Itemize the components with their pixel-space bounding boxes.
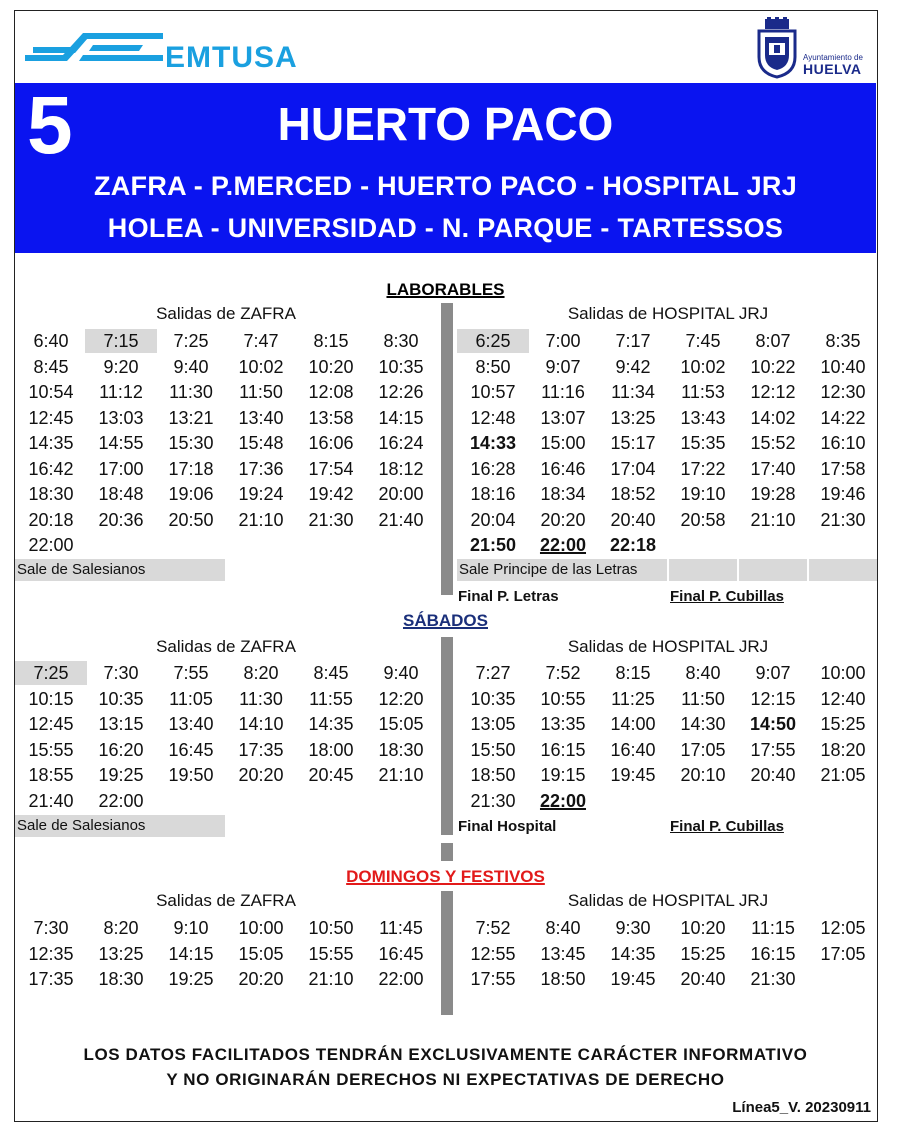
column-divider bbox=[441, 637, 453, 835]
departure-time: 21:10 bbox=[308, 969, 354, 989]
departure-time: 7:27 bbox=[475, 663, 511, 683]
departure-time: 17:40 bbox=[750, 458, 796, 479]
departure-time: 20:58 bbox=[680, 509, 726, 530]
weekday-left-note: Sale de Salesianos bbox=[15, 559, 225, 581]
note-filler bbox=[739, 559, 807, 581]
departure-time: 15:25 bbox=[680, 943, 726, 964]
departure-time: 22:00 bbox=[98, 790, 144, 811]
departure-time: 13:21 bbox=[168, 407, 214, 428]
saturday-final-left: Final Hospital bbox=[458, 818, 557, 835]
departure-time: 16:45 bbox=[378, 943, 424, 964]
departure-time: 11:30 bbox=[169, 382, 213, 402]
departure-time: 13:45 bbox=[540, 943, 586, 964]
departure-time: 15:25 bbox=[820, 714, 866, 734]
departure-time: 11:25 bbox=[611, 688, 655, 709]
departure-time: 17:54 bbox=[308, 458, 354, 479]
departure-time: 19:45 bbox=[610, 765, 656, 785]
departure-time: 14:55 bbox=[98, 433, 144, 453]
departure-time: 15:55 bbox=[308, 943, 354, 964]
departure-time: 12:12 bbox=[750, 382, 796, 402]
departure-time: 8:20 bbox=[243, 663, 279, 683]
departure-time: 16:45 bbox=[168, 739, 214, 760]
departure-time: 17:58 bbox=[820, 458, 866, 479]
departure-time: 9:07 bbox=[755, 663, 791, 683]
departure-time: 14:35 bbox=[610, 943, 656, 964]
column-title-left: Salidas de ZAFRA bbox=[156, 891, 296, 910]
departure-time: 19:10 bbox=[680, 484, 726, 504]
departure-time: 8:50 bbox=[475, 356, 511, 377]
note-filler bbox=[669, 559, 737, 581]
departure-time: 16:06 bbox=[308, 433, 354, 453]
departure-time: 10:20 bbox=[680, 918, 726, 938]
departure-time: 13:03 bbox=[98, 407, 144, 428]
departure-time: 16:28 bbox=[470, 458, 516, 479]
emtusa-logo bbox=[23, 25, 363, 73]
departure-time: 9:42 bbox=[615, 356, 651, 377]
departure-time: 10:35 bbox=[470, 688, 516, 709]
departure-time: 7:30 bbox=[103, 663, 139, 683]
departure-time: 15:05 bbox=[238, 943, 284, 964]
departure-time: 21:10 bbox=[238, 509, 284, 530]
departure-time: 10:55 bbox=[540, 688, 586, 709]
departure-time: 21:30 bbox=[470, 790, 516, 811]
departure-time: 18:52 bbox=[610, 484, 656, 504]
route-stops-line-2: HOLEA - UNIVERSIDAD - N. PARQUE - TARTESSOS bbox=[107, 213, 784, 243]
departure-time: 20:40 bbox=[750, 765, 796, 785]
departure-time: 13:35 bbox=[540, 714, 586, 734]
saturday-final-right: Final P. Cubillas bbox=[670, 818, 784, 835]
departure-time: 7:25 bbox=[15, 661, 87, 685]
departure-time: 14:15 bbox=[378, 407, 424, 428]
departure-time: 22:00 bbox=[539, 535, 587, 555]
departure-time: 10:20 bbox=[308, 356, 354, 377]
departure-time: 11:30 bbox=[239, 688, 283, 709]
departure-time: 21:50 bbox=[469, 535, 517, 555]
disclaimer-line-2: Y NO ORIGINARÁN DERECHOS NI EXPECTATIVAS DE DERECHO bbox=[166, 1070, 725, 1089]
departure-time: 12:05 bbox=[820, 918, 866, 938]
departure-time: 10:22 bbox=[750, 356, 796, 377]
departure-time: 13:25 bbox=[610, 407, 656, 428]
departure-time: 10:02 bbox=[238, 356, 284, 377]
departure-time: 7:17 bbox=[615, 331, 651, 351]
column-title-right: Salidas de HOSPITAL JRJ bbox=[567, 637, 769, 656]
departure-time: 10:40 bbox=[820, 356, 866, 377]
departure-time: 22:18 bbox=[609, 535, 657, 555]
departure-time: 16:20 bbox=[98, 739, 144, 760]
departure-time: 18:30 bbox=[28, 484, 74, 504]
departure-time: 11:34 bbox=[611, 382, 655, 402]
departure-time: 10:57 bbox=[470, 382, 516, 402]
departure-time: 18:50 bbox=[540, 969, 586, 989]
departure-time: 20:04 bbox=[470, 509, 516, 530]
departure-time: 18:55 bbox=[28, 765, 74, 785]
departure-time: 7:55 bbox=[173, 663, 209, 683]
departure-time: 18:30 bbox=[98, 969, 144, 989]
departure-time: 14:35 bbox=[28, 433, 74, 453]
departure-time: 10:00 bbox=[820, 663, 866, 683]
departure-time: 13:15 bbox=[98, 714, 144, 734]
departure-time: 8:15 bbox=[615, 663, 651, 683]
departure-time: 15:50 bbox=[470, 739, 516, 760]
departure-time: 10:00 bbox=[238, 918, 284, 938]
departure-time: 21:10 bbox=[378, 765, 424, 785]
departure-time: 21:30 bbox=[820, 509, 866, 530]
departure-time: 9:40 bbox=[173, 356, 209, 377]
departure-time: 19:25 bbox=[98, 765, 144, 785]
departure-time: 15:00 bbox=[540, 433, 586, 453]
departure-time: 12:48 bbox=[470, 407, 516, 428]
departure-time: 16:42 bbox=[28, 458, 74, 479]
departure-time: 7:15 bbox=[85, 329, 157, 353]
departure-time: 17:35 bbox=[28, 969, 74, 989]
section-title-sabados: SÁBADOS bbox=[402, 611, 488, 630]
departure-time: 18:34 bbox=[540, 484, 586, 504]
route-number: 5 bbox=[27, 80, 73, 171]
departure-time: 19:15 bbox=[540, 765, 586, 785]
departure-time: 14:15 bbox=[168, 943, 214, 964]
departure-time: 15:30 bbox=[168, 433, 214, 453]
departure-time: 13:05 bbox=[470, 714, 516, 734]
departure-time: 15:35 bbox=[680, 433, 726, 453]
departure-time: 8:15 bbox=[313, 331, 349, 351]
section-title-domingos: DOMINGOS Y FESTIVOS bbox=[346, 867, 545, 886]
departure-time: 16:15 bbox=[750, 943, 796, 964]
timetable-sheet bbox=[14, 10, 878, 1122]
route-banner bbox=[15, 80, 876, 253]
departure-time: 21:30 bbox=[750, 969, 796, 989]
departure-time: 15:48 bbox=[238, 433, 284, 453]
departure-time: 14:35 bbox=[308, 714, 354, 734]
departure-time: 20:45 bbox=[308, 765, 354, 785]
departure-time: 16:40 bbox=[610, 739, 656, 760]
departure-time: 8:40 bbox=[545, 918, 581, 938]
departure-time: 11:50 bbox=[681, 688, 725, 709]
departure-time: 22:00 bbox=[378, 969, 424, 989]
departure-time: 14:00 bbox=[610, 714, 656, 734]
saturday-left-note: Sale de Salesianos bbox=[15, 815, 225, 837]
departure-time: 8:45 bbox=[33, 356, 69, 377]
departure-time: 22:00 bbox=[28, 535, 74, 555]
departure-time: 8:30 bbox=[383, 331, 419, 351]
huelva-logo bbox=[755, 17, 875, 81]
departure-time: 12:20 bbox=[378, 688, 424, 709]
departure-time: 19:28 bbox=[750, 484, 796, 504]
departure-time: 12:45 bbox=[28, 714, 74, 734]
departure-time: 13:43 bbox=[680, 407, 726, 428]
column-divider bbox=[441, 303, 453, 595]
departure-time: 16:24 bbox=[378, 433, 424, 453]
departure-time: 15:17 bbox=[610, 433, 656, 453]
brand-name: EMTUSA bbox=[165, 41, 298, 74]
departure-time: 18:16 bbox=[470, 484, 516, 504]
departure-time: 19:24 bbox=[238, 484, 284, 504]
weekday-right-note: Sale Principe de las Letras bbox=[457, 559, 667, 581]
departure-time: 14:50 bbox=[749, 714, 797, 734]
departure-time: 16:10 bbox=[820, 433, 866, 453]
departure-time: 22:00 bbox=[539, 790, 587, 811]
departure-time: 7:45 bbox=[685, 331, 721, 351]
departure-time: 21:10 bbox=[750, 509, 796, 530]
departure-time: 18:50 bbox=[470, 765, 516, 785]
departure-time: 19:46 bbox=[820, 484, 866, 504]
departure-time: 14:02 bbox=[750, 407, 796, 428]
departure-time: 12:26 bbox=[378, 382, 424, 402]
departure-time: 17:35 bbox=[238, 739, 284, 760]
departure-time: 12:35 bbox=[28, 943, 74, 964]
departure-time: 10:50 bbox=[308, 918, 354, 938]
departure-time: 21:05 bbox=[820, 765, 866, 785]
departure-time: 6:40 bbox=[33, 331, 69, 351]
departure-time: 8:35 bbox=[825, 331, 861, 351]
departure-time: 10:54 bbox=[28, 382, 74, 402]
departure-time: 14:10 bbox=[238, 714, 284, 734]
departure-time: 14:33 bbox=[469, 433, 517, 453]
column-title-left: Salidas de ZAFRA bbox=[156, 304, 296, 323]
departure-time: 20:20 bbox=[238, 765, 284, 785]
column-divider bbox=[441, 843, 453, 861]
departure-time: 20:20 bbox=[238, 969, 284, 989]
departure-time: 12:45 bbox=[28, 407, 74, 428]
departure-time: 10:02 bbox=[680, 356, 726, 377]
section-title-laborables: LABORABLES bbox=[386, 280, 505, 299]
departure-time: 15:55 bbox=[28, 739, 74, 760]
departure-time: 13:25 bbox=[98, 943, 144, 964]
departure-time: 15:52 bbox=[750, 433, 796, 453]
departure-time: 11:12 bbox=[99, 382, 143, 402]
departure-time: 11:15 bbox=[751, 918, 795, 938]
departure-time: 12:30 bbox=[820, 382, 866, 402]
departure-time: 18:30 bbox=[378, 739, 424, 760]
departure-time: 13:58 bbox=[308, 407, 354, 428]
city-name: HUELVA bbox=[803, 61, 862, 77]
departure-time: 11:53 bbox=[681, 382, 725, 402]
departure-time: 11:05 bbox=[169, 688, 213, 709]
departure-time: 17:00 bbox=[98, 458, 144, 479]
departure-time: 17:05 bbox=[680, 739, 726, 760]
departure-time: 8:40 bbox=[685, 663, 721, 683]
departure-time: 8:45 bbox=[313, 663, 349, 683]
departure-time: 18:20 bbox=[820, 739, 866, 760]
departure-time: 20:40 bbox=[680, 969, 726, 989]
departure-time: 17:55 bbox=[750, 739, 796, 760]
departure-time: 10:35 bbox=[378, 356, 424, 377]
departure-time: 20:00 bbox=[378, 484, 424, 504]
departure-time: 10:15 bbox=[28, 688, 74, 709]
departure-time: 9:20 bbox=[103, 356, 139, 377]
departure-time: 10:35 bbox=[98, 688, 144, 709]
disclaimer-line-1: LOS DATOS FACILITADOS TENDRÁN EXCLUSIVAMENTE CARÁCTER INFORMATIVO bbox=[83, 1045, 808, 1064]
departure-time: 17:04 bbox=[610, 458, 656, 479]
departure-time: 12:40 bbox=[820, 688, 866, 709]
departure-time: 16:15 bbox=[540, 739, 586, 760]
city-label-small: Ayuntamiento de bbox=[803, 53, 863, 62]
departure-time: 12:08 bbox=[308, 382, 354, 402]
departure-time: 14:22 bbox=[820, 407, 866, 428]
departure-time: 7:47 bbox=[243, 331, 279, 351]
departure-time: 20:10 bbox=[680, 765, 726, 785]
column-divider bbox=[441, 891, 453, 1015]
departure-time: 20:36 bbox=[98, 509, 144, 530]
departure-time: 20:20 bbox=[540, 509, 586, 530]
departure-time: 20:18 bbox=[28, 509, 74, 530]
coat-of-arms-icon bbox=[755, 17, 799, 79]
departure-time: 11:50 bbox=[239, 382, 283, 402]
departure-time: 21:40 bbox=[28, 790, 74, 811]
departure-time: 7:52 bbox=[475, 918, 511, 938]
route-stops-line-1: ZAFRA - P.MERCED - HUERTO PACO - HOSPITAL JRJ bbox=[93, 171, 798, 201]
departure-time: 11:55 bbox=[309, 688, 353, 709]
departure-time: 8:07 bbox=[755, 331, 791, 351]
departure-time: 14:30 bbox=[680, 714, 726, 734]
departure-time: 20:40 bbox=[610, 509, 656, 530]
departure-time: 18:12 bbox=[378, 458, 424, 479]
departure-time: 12:15 bbox=[750, 688, 796, 709]
departure-time: 13:40 bbox=[168, 714, 214, 734]
departure-time: 13:40 bbox=[238, 407, 284, 428]
departure-time: 20:50 bbox=[168, 509, 214, 530]
departure-time: 9:40 bbox=[383, 663, 419, 683]
departure-time: 11:16 bbox=[541, 382, 585, 402]
weekday-final-right: Final P. Cubillas bbox=[670, 588, 784, 605]
departure-time: 6:25 bbox=[457, 329, 529, 353]
departure-time: 17:55 bbox=[470, 969, 516, 989]
note-filler bbox=[809, 559, 877, 581]
departure-time: 16:46 bbox=[540, 458, 586, 479]
departure-time: 13:07 bbox=[540, 407, 586, 428]
version-label: Línea5_V. 20230911 bbox=[732, 1099, 871, 1116]
departure-time: 18:00 bbox=[308, 739, 354, 760]
departure-time: 18:48 bbox=[98, 484, 144, 504]
departure-time: 9:10 bbox=[173, 918, 209, 938]
departure-time: 8:20 bbox=[103, 918, 139, 938]
departure-time: 9:07 bbox=[545, 356, 581, 377]
departure-time: 7:52 bbox=[545, 663, 581, 683]
departure-time: 9:30 bbox=[615, 918, 651, 938]
departure-time: 7:30 bbox=[33, 918, 69, 938]
column-title-right: Salidas de HOSPITAL JRJ bbox=[567, 304, 769, 323]
departure-time: 17:22 bbox=[680, 458, 726, 479]
departure-time: 19:42 bbox=[308, 484, 354, 504]
departure-time: 7:00 bbox=[545, 331, 581, 351]
departure-time: 21:30 bbox=[308, 509, 354, 530]
departure-time: 19:06 bbox=[168, 484, 214, 504]
departure-time: 19:25 bbox=[168, 969, 214, 989]
column-title-left: Salidas de ZAFRA bbox=[156, 637, 296, 656]
departure-time: 17:18 bbox=[168, 458, 214, 479]
departure-time: 12:55 bbox=[470, 943, 516, 964]
route-name: HUERTO PACO bbox=[277, 98, 614, 150]
departure-time: 21:40 bbox=[378, 509, 424, 530]
departure-time: 17:36 bbox=[238, 458, 284, 479]
departure-time: 7:25 bbox=[173, 331, 209, 351]
emtusa-arrow-icon bbox=[23, 25, 163, 73]
departure-time: 19:50 bbox=[168, 765, 214, 785]
departure-time: 15:05 bbox=[378, 714, 424, 734]
departure-time: 19:45 bbox=[610, 969, 656, 989]
column-title-right: Salidas de HOSPITAL JRJ bbox=[567, 891, 769, 910]
departure-time: 11:45 bbox=[379, 918, 423, 938]
departure-time: 17:05 bbox=[820, 943, 866, 964]
weekday-final-left: Final P. Letras bbox=[458, 588, 559, 605]
